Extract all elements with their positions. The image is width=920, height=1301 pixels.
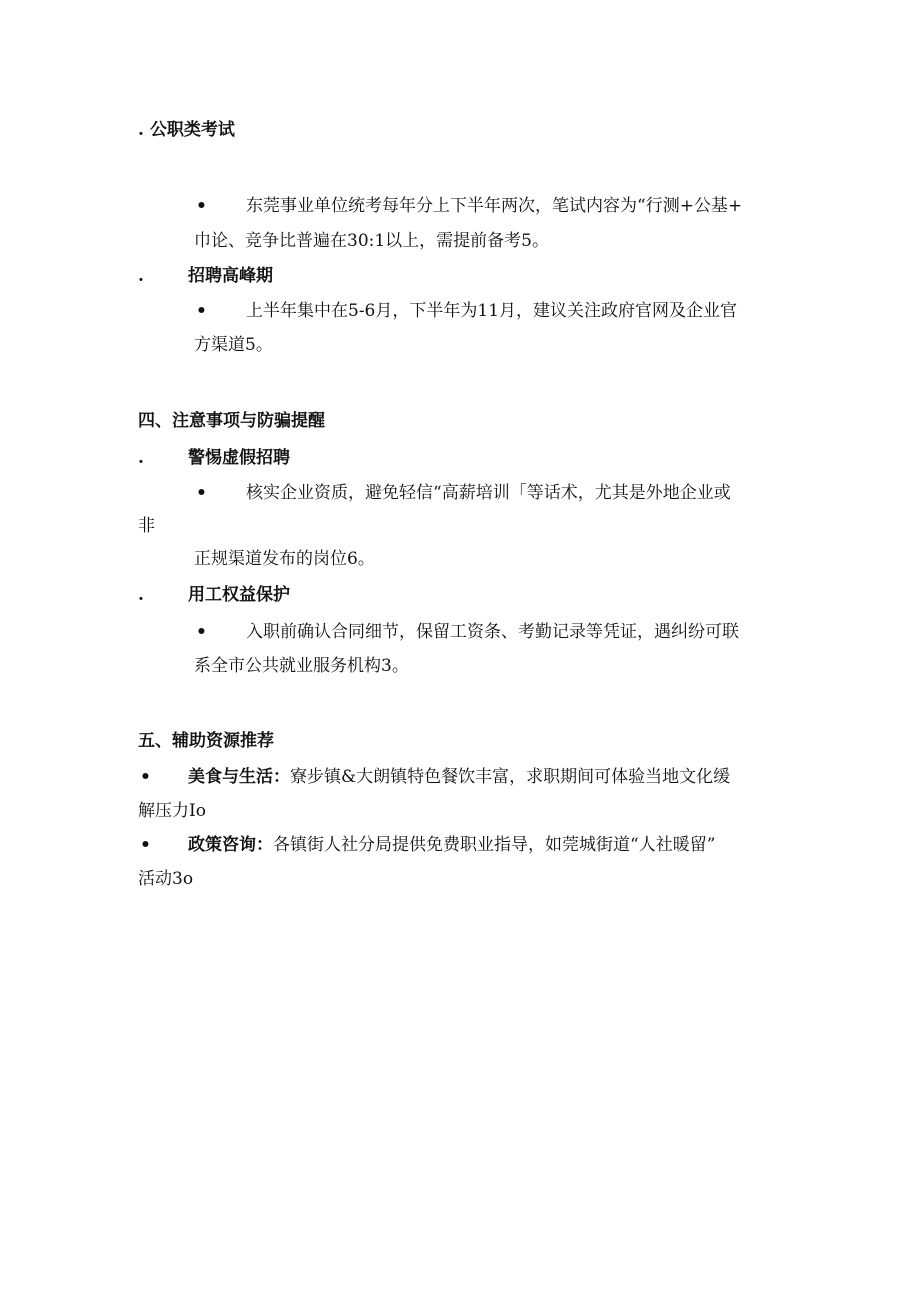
bullet-icon: •	[196, 622, 207, 642]
list-marker: .	[138, 266, 144, 286]
civil-exam-text-1: 东莞事业单位统考每年分上下半年两次，笔试内容为“行测+公基+	[246, 196, 743, 216]
rights-text-1: 入职前确认合同细节，保留工资条、考勤记录等凭证，遇纠纷可联	[246, 622, 739, 642]
policy-label: 政策咨询：	[188, 835, 273, 855]
heading-section-4: 四、注意事项与防骗提醒	[138, 411, 325, 431]
peak-text-1: 上半年集中在5-6月，下半年为11月，建议关注政府官网及企业官	[246, 301, 738, 321]
food-label: 美食与生活：	[188, 767, 290, 787]
list-marker: .	[138, 585, 144, 605]
heading-civil-exam: . 公职类考试	[138, 120, 235, 140]
heading-peak: 招聘高峰期	[188, 266, 273, 286]
fake-text-2: 非	[138, 516, 155, 536]
food-line-2: 解压力Io	[138, 801, 206, 821]
bullet-icon: •	[140, 835, 151, 855]
policy-line-2: 活动3o	[138, 869, 194, 889]
fake-text-3: 正规渠道发布的岗位6。	[194, 549, 375, 569]
policy-text: 各镇街人社分局提供免费职业指导，如莞城街道“人社暖留”	[273, 835, 716, 855]
heading-rights: 用工权益保护	[188, 585, 290, 605]
food-text: 寮步镇&大朗镇特色餐饮丰富，求职期间可体验当地文化缓	[290, 767, 731, 787]
list-marker: .	[138, 448, 144, 468]
peak-text-2: 方渠道5。	[194, 335, 273, 355]
food-line-1	[188, 766, 730, 788]
heading-section-5: 五、辅助资源推荐	[138, 731, 274, 751]
civil-exam-text-2: 巾论、竞争比普遍在30:1以上，需提前备考5。	[194, 231, 549, 251]
rights-text-2: 系全市公共就业服务机构3。	[194, 656, 409, 676]
heading-fake-recruitment: 警惕虚假招聘	[188, 448, 290, 468]
bullet-icon: •	[196, 196, 207, 216]
fake-text-1: 核实企业资质，避免轻信“高薪培训「等话术，尤其是外地企业或	[246, 483, 731, 503]
bullet-icon: •	[196, 301, 207, 321]
bullet-icon: •	[140, 767, 151, 787]
policy-line-1	[188, 834, 715, 856]
bullet-icon: •	[196, 483, 207, 503]
